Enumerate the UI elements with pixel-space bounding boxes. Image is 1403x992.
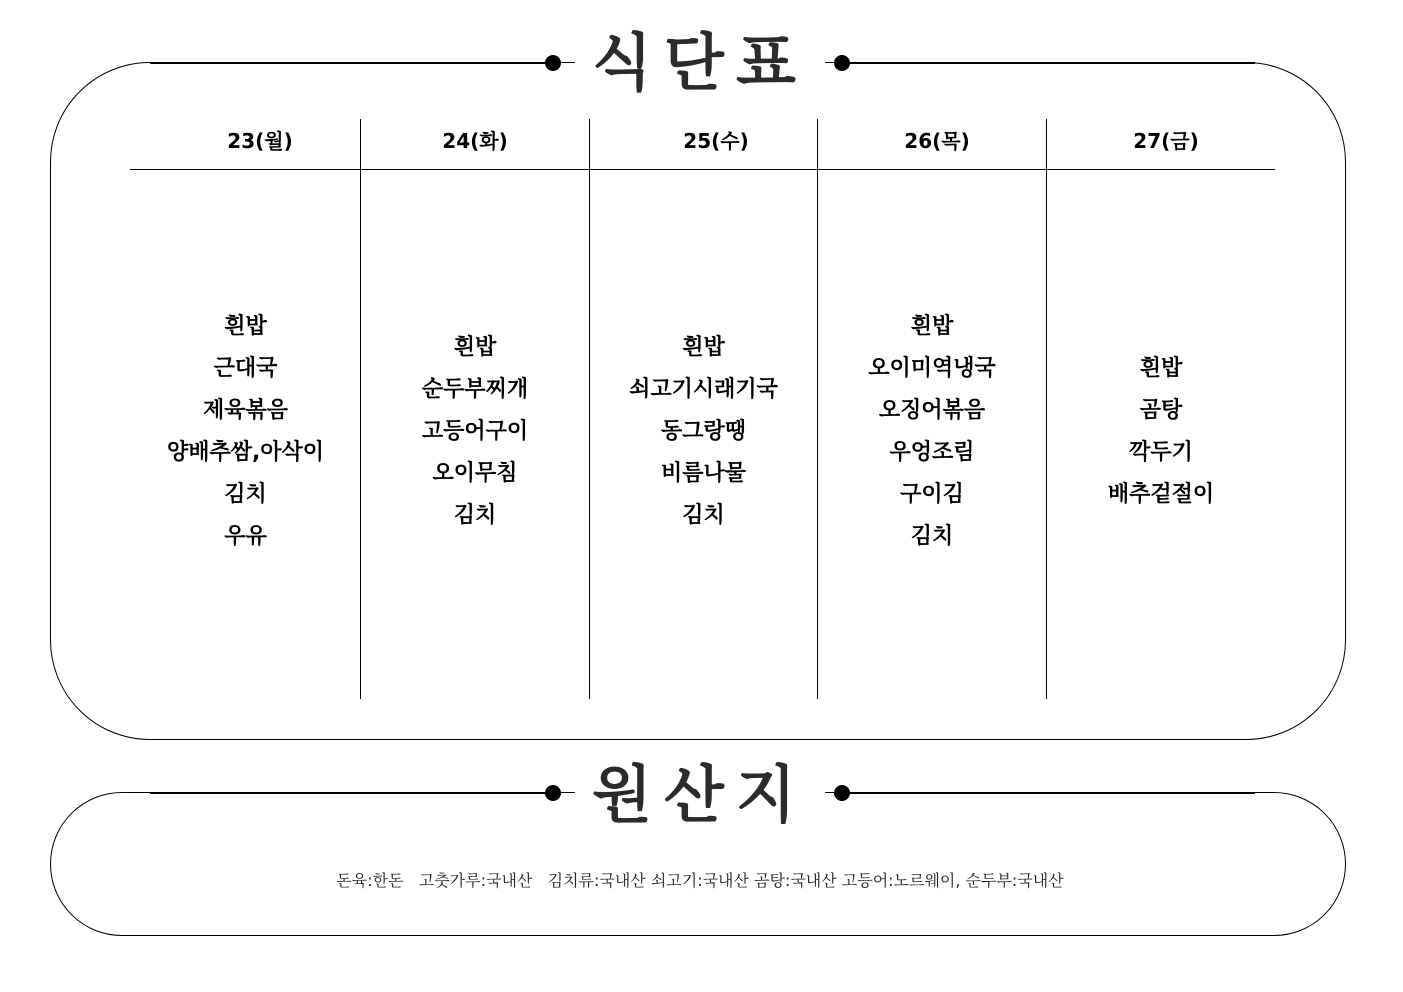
menu-column-thu: [818, 172, 1046, 692]
dish-item: 곰탕: [1139, 398, 1183, 423]
dish-item: 흰밥: [1139, 356, 1183, 381]
dish-item: 제육볶음: [202, 398, 288, 423]
dish-item: 양배추쌈,아삭이: [166, 440, 325, 465]
day-header-fri: 27(금): [1133, 129, 1199, 153]
menu-column-mon: [131, 172, 360, 692]
dish-item: 김치: [224, 482, 267, 507]
dish-item: 김치: [910, 524, 954, 549]
origin-title-bar: [0, 748, 1403, 838]
dish-item: 오이미역냉국: [868, 356, 996, 381]
menu-column-wed: [590, 172, 817, 692]
dish-item: 쇠고기시래기국: [629, 377, 778, 402]
title-dot-left: [545, 55, 561, 71]
day-header-tue: 24(화): [442, 129, 508, 153]
day-header-thu: 26(목): [904, 129, 970, 153]
title-line-left: [150, 792, 550, 794]
dish-item: 구이김: [900, 482, 964, 507]
dish-item: 오징어볶음: [878, 398, 986, 423]
dish-item: 배추겉절이: [1107, 482, 1215, 507]
title-line-left: [150, 62, 550, 64]
dish-item: 우엉조림: [889, 440, 975, 465]
dish-item: 오이무침: [432, 461, 518, 486]
title-line-right: [845, 62, 1255, 64]
dish-item: 김치: [453, 503, 497, 528]
dish-item: 우유: [224, 524, 267, 549]
dish-item: 동그랑땡: [660, 419, 746, 444]
menu-title: 식단표: [575, 32, 825, 94]
menu-title-bar: [0, 18, 1403, 108]
day-header-mon: 23(월): [227, 129, 293, 153]
title-line-right: [845, 792, 1255, 794]
dish-item: 고등어구이: [421, 419, 529, 444]
menu-column-tue: [361, 172, 589, 692]
origin-title: 원산지: [575, 764, 825, 826]
dish-item: 김치: [682, 503, 725, 528]
title-dot-left: [545, 785, 561, 801]
origin-info-text: 돈육:한돈 고춧가루:국내산 김치류:국내산 쇠고기:국내산 곰탕:국내산 고등어:노르웨이, 순두부:국내산: [336, 871, 1064, 890]
dish-item: 흰밥: [910, 314, 954, 339]
dish-item: 근대국: [213, 356, 278, 381]
header-divider: [130, 169, 1275, 170]
dish-item: 흰밥: [453, 335, 497, 360]
dish-item: 비름나물: [660, 461, 746, 486]
dish-item: 흰밥: [682, 335, 725, 360]
dish-item: 깍두기: [1129, 440, 1193, 465]
dish-item: 흰밥: [224, 314, 267, 339]
menu-column-fri: [1047, 172, 1275, 692]
day-header-wed: 25(수): [683, 129, 749, 153]
dish-item: 순두부찌개: [421, 377, 529, 402]
